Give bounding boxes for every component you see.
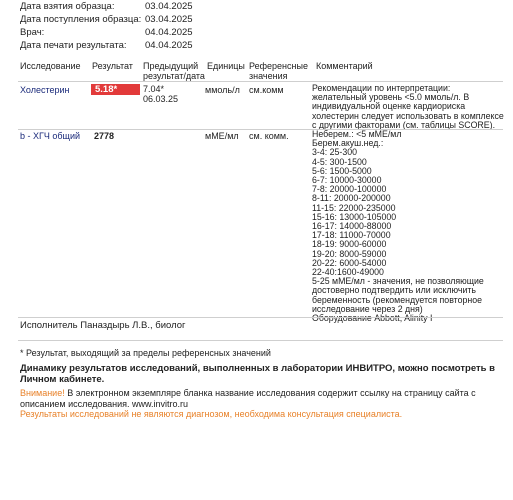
header-units: Единицы bbox=[207, 61, 245, 71]
disclaimer: Результаты исследований не являются диагнозом, необходима консультация специалиста. bbox=[20, 409, 403, 419]
dynamics-notice: Динамику результатов исследований, выполненных в лаборатории ИНВИТРО, можно посмотреть в Личном кабинете. bbox=[20, 363, 495, 385]
divider bbox=[18, 317, 503, 318]
comment-cholesterol: Рекомендации по интерпретации: желательный уровень <5.0 ммоль/л. В индивидуальной оценке кардиориска холестерин следует использовать в комплексе с другими факторами (см. таблицы SCORE). bbox=[312, 83, 504, 130]
result: 2778 bbox=[94, 131, 115, 141]
attention-text: В электронном экземпляре бланка название исследования содержит ссылку на страницу сайта с описанием исследования. www.invitro.ru bbox=[20, 388, 476, 409]
attention-notice bbox=[20, 388, 505, 410]
executor: Исполнитель Паназдырь Л.В., биолог bbox=[20, 320, 186, 331]
sample-meta bbox=[20, 0, 193, 52]
test-name-cholesterol[interactable]: Холестерин bbox=[20, 85, 70, 95]
attention-label: Внимание! bbox=[20, 388, 65, 398]
reference: см.комм bbox=[249, 85, 284, 95]
divider bbox=[18, 340, 503, 341]
meta-row: Дата поступления образца: 03.04.2025 bbox=[20, 14, 193, 25]
divider bbox=[18, 81, 503, 82]
out-of-range-note: * Результат, выходящий за пределы референсных значений bbox=[20, 348, 271, 358]
header-ref-2: значения bbox=[249, 71, 288, 81]
header-comment: Комментарий bbox=[316, 61, 373, 71]
prev-date: 06.03.25 bbox=[143, 94, 179, 104]
header-prev-2: результат/дата bbox=[143, 71, 205, 81]
header-result: Результат bbox=[92, 61, 133, 71]
header-prev-1: Предыдущий bbox=[143, 61, 199, 71]
header-test: Исследование bbox=[20, 61, 81, 71]
reference: см. комм. bbox=[249, 131, 289, 141]
meta-row: Врач: 04.04.2025 bbox=[20, 27, 193, 38]
result-flagged: 5.18* bbox=[91, 84, 140, 95]
units: мМЕ/мл bbox=[205, 131, 239, 141]
meta-row: Дата печати результата: 04.04.2025 bbox=[20, 40, 193, 51]
test-name-hcg[interactable]: b - ХГЧ общий bbox=[20, 131, 80, 141]
comment-hcg: Неберем.: <5 мМЕ/мл Берем.акуш.нед.: 3-4: 25-300 4-5: 300-1500 5-6: 1500-5000 6-7: 10000-30000 7-8: 20000-100000 8-11: 20000-200000 11-15: 22000-235000 15-16: 13000-105000 16-17: 14000-88000 17-18: 11000-70000 18-19: 9000-60000 19-20: 8000-59000 20-22: 6000-54000 22-40:1600-49000 5-25 мМЕ/мл - значения, не позволяющие достоверно подтвердить или исключить беременность (рекомендуется повторное исследование через 2 дня) Оборудование Abbott, Alinity I bbox=[312, 129, 484, 324]
meta-row: Дата взятия образца: 03.04.2025 bbox=[20, 1, 193, 12]
units: ммоль/л bbox=[205, 85, 240, 95]
prev-value: 7.04* bbox=[143, 84, 165, 94]
header-ref-1: Референсные bbox=[249, 61, 308, 71]
